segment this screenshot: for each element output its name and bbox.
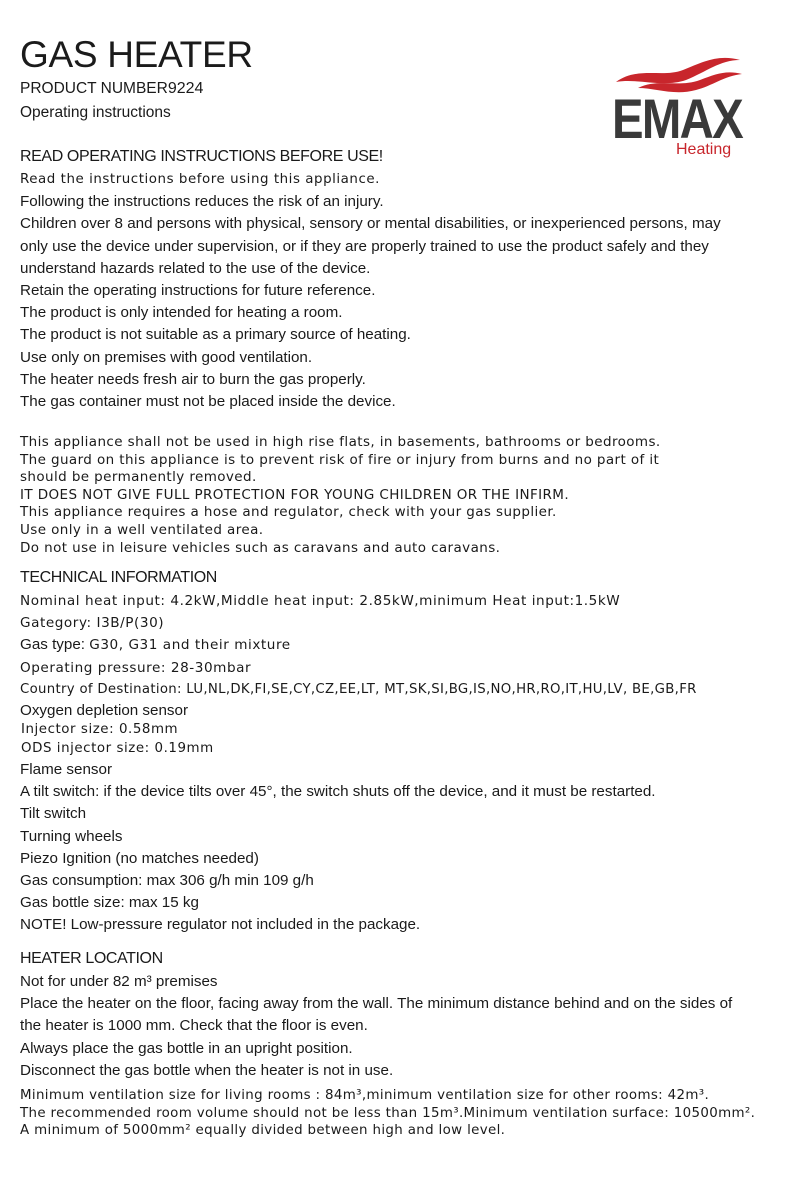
read-line: The product is only intended for heating a room. (20, 304, 343, 322)
tech-injector: Injector size: 0.58mm (21, 721, 179, 737)
tech-gas-type (20, 634, 800, 656)
read-line: Retain the operating instructions for future reference. (20, 281, 376, 299)
notice-line: Use only in a well ventilated area. (20, 521, 264, 538)
read-line: only use the device under supervision, or if they are properly trained to use the product safely and they (20, 237, 709, 255)
notice-line: The guard on this appliance is to prevent risk of fire or injury from burns and no part of it (20, 451, 660, 468)
product-number-label: PRODUCT NUMBER (20, 80, 168, 97)
technical-list (20, 590, 800, 936)
ventilation-line: A minimum of 5000mm² equally divided between high and low level. (20, 1123, 506, 1139)
logo-text: EMAX (612, 87, 744, 150)
read-line: The heater needs fresh air to burn the gas properly. (20, 370, 366, 388)
notice-line: IT DOES NOT GIVE FULL PROTECTION FOR YOUNG CHILDREN OR THE INFIRM. (20, 486, 570, 503)
read-line: Read the instructions before using this appliance. (20, 172, 380, 187)
technical-heading: TECHNICAL INFORMATION (20, 569, 217, 586)
tech-line: Flame sensor (20, 760, 113, 778)
tech-line: Gas consumption: max 306 g/h min 109 g/h (20, 871, 314, 889)
read-line: The gas container must not be placed inside the device. (20, 392, 396, 410)
logo-subtext: Heating (676, 141, 732, 158)
read-line: Children over 8 and persons with physical, sensory or mental disabilities, or inexperienced persons, may (20, 215, 721, 233)
notice-line: This appliance shall not be used in high rise flats, in basements, bathrooms or bedrooms. (20, 434, 661, 450)
location-line: the heater is 1000 mm. Check that the floor is even. (20, 1017, 368, 1035)
emax-logo (608, 48, 748, 158)
tech-line: Turning wheels (20, 827, 123, 845)
read-line: The product is not suitable as a primary source of heating. (20, 326, 411, 344)
document-title: GAS HEATER (20, 34, 253, 75)
tech-line: A tilt switch: if the device tilts over 45°, the switch shuts off the device, and it must be restarted. (20, 783, 656, 801)
product-number-value: 9224 (167, 80, 204, 97)
ventilation-notes (20, 1087, 800, 1140)
ventilation-line: Minimum ventilation size for living rooms : 84m³,minimum ventilation size for other rooms: 42m³. (20, 1088, 710, 1103)
tech-line: Gas bottle size: max 15 kg (20, 894, 199, 912)
read-line: Following the instructions reduces the risk of an injury. (20, 193, 384, 211)
read-instructions-heading: READ OPERATING INSTRUCTIONS BEFORE USE! (20, 148, 383, 165)
location-line: Not for under 82 m³ premises (20, 973, 218, 990)
tech-line: Piezo Ignition (no matches needed) (20, 849, 259, 867)
document-subtitle: Operating instructions (20, 104, 171, 121)
gas-type-value: G30, G31 and their mixture (89, 637, 291, 654)
tech-oxygen: Oxygen depletion sensor (20, 701, 189, 719)
tech-line: Tilt switch (20, 805, 87, 823)
gas-type-label: Gas type: (20, 636, 85, 654)
location-line: Place the heater on the floor, facing away from the wall. The minimum distance behind and on the sides of (20, 995, 733, 1013)
location-line: Always place the gas bottle in an upright position. (20, 1039, 353, 1057)
location-line: Disconnect the gas bottle when the heater is not in use. (20, 1061, 394, 1079)
tech-ods-injector: ODS injector size: 0.19mm (21, 740, 214, 756)
location-heading: HEATER LOCATION (20, 950, 163, 967)
tech-nominal: Nominal heat input: 4.2kW,Middle heat input: 2.85kW,minimum Heat input:1.5kW (20, 593, 621, 609)
read-line: Use only on premises with good ventilation. (20, 348, 313, 366)
tech-pressure: Operating pressure: 28-30mbar (20, 659, 252, 676)
read-line: understand hazards related to the use of the device. (20, 259, 371, 277)
tech-country: Country of Destination: LU,NL,DK,FI,SE,CY,CZ,EE,LT, MT,SK,SI,BG,IS,NO,HR,RO,IT,HU,LV, BE,GB,FR (20, 681, 697, 697)
location-list (20, 971, 800, 1082)
tech-line: NOTE! Low-pressure regulator not included in the package. (20, 916, 421, 934)
ventilation-line: The recommended room volume should not be less than 15m³.Minimum ventilation surface: 10500mm². (20, 1105, 756, 1121)
product-number (20, 80, 203, 98)
read-instructions-list (20, 169, 800, 413)
notice-line: Do not use in leisure vehicles such as caravans and auto caravans. (20, 539, 501, 556)
safety-notice (20, 434, 800, 557)
notice-line: This appliance requires a hose and regulator, check with your gas supplier. (20, 504, 557, 521)
tech-category: Gategory: I3B/P(30) (20, 615, 165, 632)
notice-line: should be permanently removed. (20, 469, 257, 486)
